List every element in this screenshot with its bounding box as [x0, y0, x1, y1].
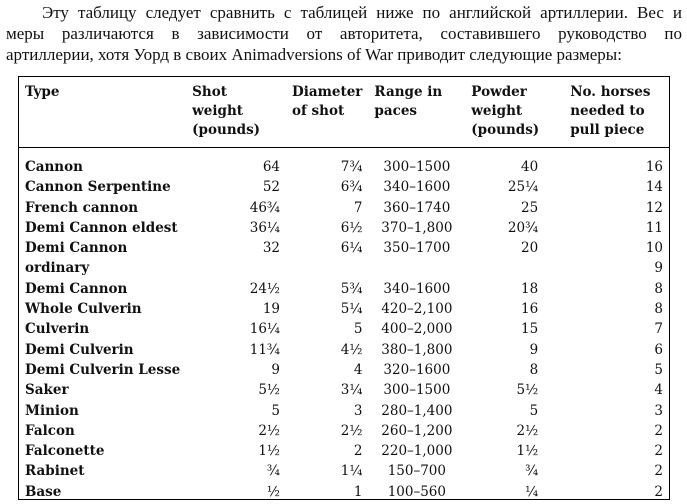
- table-row: [19, 319, 669, 339]
- cell-range: 320–1600: [383, 361, 451, 378]
- cell-horses: 2: [654, 422, 663, 439]
- cell-horses: 3: [654, 402, 663, 419]
- intro-line-2: меры различаются в зависимости от авторитета, составившего руководство по: [6, 24, 682, 43]
- cell-range: 360–1740: [383, 199, 451, 216]
- cell-horses: 14: [645, 179, 663, 196]
- cell-horses: 5: [654, 361, 663, 378]
- intro-line-3: артиллерии, хотя Уорд в своих Animadversions of War приводит следующие размеры:: [6, 45, 622, 64]
- header-shot-weight: [186, 77, 286, 148]
- cell-horses: 2: [654, 443, 663, 460]
- table-row: [19, 461, 669, 481]
- header-powder-weight-line: weight: [471, 103, 523, 119]
- header-powder-weight-line: (pounds): [471, 122, 540, 138]
- cell-powder-weight: 25: [521, 199, 539, 216]
- cell-range: 340–1600: [383, 179, 451, 196]
- cell-diameter: 6½: [340, 219, 363, 236]
- cell-type: Minion: [25, 402, 79, 419]
- cell-diameter: 6¾: [340, 179, 363, 196]
- cell-powder-weight: 20¾: [507, 219, 539, 236]
- cell-shot-weight: ½: [266, 483, 281, 500]
- cell-diameter: 3¼: [340, 382, 363, 399]
- table-row: [19, 148, 669, 178]
- cell-horses: 8: [654, 280, 663, 297]
- header-powder-weight-line: Powder: [471, 84, 527, 100]
- cell-shot-weight: 24½: [249, 280, 281, 297]
- cell-horses: 2: [654, 483, 663, 500]
- cell-shot-weight: 5½: [258, 382, 281, 399]
- cell-shot-weight: 46¾: [249, 199, 281, 216]
- intro-line-1: Эту таблицу следует сравнить с таблицей ниже по английской артиллерии. Вес и: [42, 3, 682, 22]
- table-row: [19, 441, 669, 461]
- table-row: [19, 482, 669, 502]
- header-range-line: Range in: [374, 84, 443, 100]
- header-range-line: paces: [374, 103, 418, 119]
- cell-range: 370–1,800: [381, 219, 453, 236]
- cell-range: 380–1,800: [381, 341, 453, 358]
- cell-powder-weight: 16: [521, 301, 539, 318]
- cell-type: ordinary: [25, 260, 90, 277]
- cell-type: Saker: [25, 382, 69, 399]
- cell-shot-weight: 64: [262, 159, 281, 175]
- cell-shot-weight: 2½: [258, 422, 281, 439]
- artillery-table: [19, 77, 669, 502]
- cell-type: Demi Culverin: [25, 341, 134, 358]
- cell-powder-weight: 5: [529, 402, 539, 419]
- table-row: [19, 299, 669, 319]
- cell-shot-weight: 19: [262, 301, 281, 318]
- cell-range: [368, 258, 465, 278]
- cell-range: 260–1,200: [381, 422, 453, 439]
- cell-range: 300–1500: [383, 382, 451, 399]
- table-row: [19, 279, 669, 299]
- cell-shot-weight: ¾: [266, 463, 281, 480]
- cell-range: 300–1500: [383, 159, 451, 175]
- cell-shot-weight: 9: [271, 361, 281, 378]
- cell-diameter: 7: [353, 199, 363, 216]
- cell-horses: 2: [654, 463, 663, 480]
- header-horses-line: No. horses: [570, 84, 651, 100]
- table-row: [19, 177, 669, 197]
- cell-range: 150–700: [387, 463, 446, 480]
- cell-shot-weight: [186, 258, 286, 278]
- cell-type: Cannon: [25, 159, 83, 175]
- cell-horses: 12: [645, 199, 663, 216]
- cell-horses: 9: [654, 260, 663, 277]
- cell-powder-weight: 1½: [516, 443, 539, 460]
- cell-type: Demi Culverin Lesse: [25, 361, 181, 378]
- cell-range: 350–1700: [383, 240, 451, 257]
- cell-shot-weight: 5: [271, 402, 281, 419]
- header-diameter-line: of shot: [292, 103, 345, 119]
- header-shot-weight-line: (pounds): [192, 122, 261, 138]
- cell-diameter: 4: [353, 361, 363, 378]
- cell-horses: 16: [645, 159, 663, 175]
- cell-type: Rabinet: [25, 463, 85, 480]
- header-shot-weight-line: Shot weight: [192, 84, 244, 119]
- intro-paragraph: [6, 2, 682, 65]
- cell-horses: 6: [654, 341, 663, 358]
- cell-powder-weight: 40: [521, 159, 539, 175]
- table-row: [19, 198, 669, 218]
- table-row: [19, 421, 669, 441]
- cell-diameter: 5¼: [340, 301, 363, 318]
- header-type: [19, 77, 186, 148]
- cell-powder-weight: ¼: [525, 483, 539, 500]
- cell-diameter: [286, 258, 368, 278]
- cell-diameter: 6¼: [340, 240, 363, 257]
- cell-powder-weight: 15: [521, 321, 539, 338]
- header-horses: [564, 77, 669, 148]
- cell-type: Demi Cannon: [25, 280, 128, 297]
- cell-range: 400–2,000: [381, 321, 453, 338]
- cell-type: French cannon: [25, 199, 139, 216]
- cell-diameter: 5: [353, 321, 363, 338]
- table-row: [19, 401, 669, 421]
- cell-type: Whole Culverin: [25, 301, 142, 318]
- header-diameter-line: Diameter: [292, 84, 363, 100]
- header-horses-line: pull piece: [570, 122, 645, 138]
- table-header-row: [19, 77, 669, 148]
- cell-horses: 10: [645, 240, 663, 257]
- cell-range: 280–1,400: [381, 402, 453, 419]
- cell-type: Culverin: [25, 321, 90, 338]
- cell-diameter: 5¾: [340, 280, 363, 297]
- cell-range: 220–1,000: [381, 443, 453, 460]
- header-type-line: Type: [25, 84, 60, 100]
- header-diameter: [286, 77, 368, 148]
- cell-shot-weight: 1½: [258, 443, 281, 460]
- cell-diameter: 1¼: [340, 463, 363, 480]
- cell-diameter: 1: [353, 483, 363, 500]
- cell-powder-weight: 20: [521, 240, 539, 257]
- cell-type: Demi Cannon eldest: [25, 219, 178, 236]
- cell-shot-weight: 52: [262, 179, 281, 196]
- table-row: [19, 218, 669, 238]
- cell-diameter: 2: [353, 443, 363, 460]
- header-powder-weight: [465, 77, 564, 148]
- header-range: [368, 77, 465, 148]
- cell-type: Demi Cannon: [25, 240, 128, 257]
- cell-powder-weight: 5½: [516, 382, 539, 399]
- table-row: [19, 380, 669, 400]
- cell-diameter: 3: [353, 402, 363, 419]
- artillery-table-frame: [18, 76, 670, 500]
- cell-powder-weight: 18: [521, 280, 539, 297]
- cell-shot-weight: 36¼: [249, 219, 281, 236]
- table-row: [19, 258, 669, 278]
- cell-shot-weight: 16¼: [249, 321, 281, 338]
- cell-diameter: 2½: [340, 422, 363, 439]
- table-body: [19, 148, 669, 503]
- cell-horses: 8: [654, 301, 663, 318]
- cell-diameter: 4½: [340, 341, 363, 358]
- table-row: [19, 360, 669, 380]
- cell-type: Falcon: [25, 422, 75, 439]
- cell-range: 420–2,100: [381, 301, 453, 318]
- cell-range: 340–1600: [383, 280, 451, 297]
- cell-powder-weight: 8: [529, 361, 539, 378]
- cell-powder-weight: [465, 258, 564, 278]
- cell-type: Base: [25, 483, 62, 500]
- cell-horses: 11: [645, 219, 663, 236]
- cell-range: 100–560: [387, 483, 446, 500]
- cell-powder-weight: 2½: [516, 422, 539, 439]
- cell-powder-weight: ¾: [525, 463, 539, 480]
- cell-type: Cannon Serpentine: [25, 179, 171, 196]
- cell-horses: 4: [654, 382, 663, 399]
- table-row: [19, 340, 669, 360]
- cell-shot-weight: 11¾: [249, 341, 281, 358]
- cell-horses: 7: [654, 321, 663, 338]
- table-row: [19, 238, 669, 258]
- cell-powder-weight: 25¼: [507, 179, 539, 196]
- cell-powder-weight: 9: [529, 341, 539, 358]
- cell-diameter: 7¾: [340, 159, 363, 175]
- header-horses-line: needed to: [570, 103, 645, 119]
- cell-shot-weight: 32: [262, 240, 281, 257]
- cell-type: Falconette: [25, 443, 105, 460]
